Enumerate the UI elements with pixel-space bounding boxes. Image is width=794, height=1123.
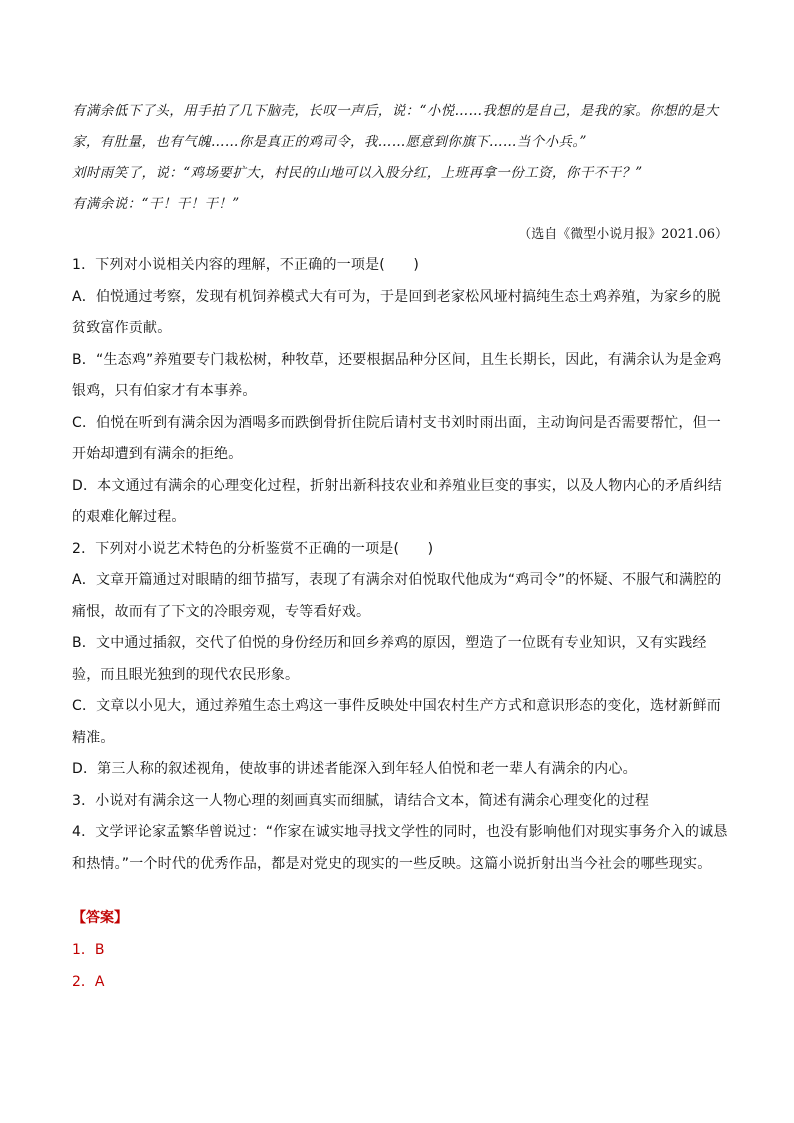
answer-item: 1．B [72, 942, 105, 958]
question-2-option-a: A．文章开篇通过对眼睛的细节描写，表现了有满余对伯悦取代他成为“鸡司令”的怀疑、不服气和满腔的痛恨，故而有了下文的冷眼旁观，专等看好戏。 [72, 572, 722, 620]
document-page [72, 96, 732, 998]
question-3: 3．小说对有满余这一人物心理的刻画真实而细腻，请结合文本，简述有满余心理变化的过程 [72, 792, 650, 809]
question-1-option-b: B．“生态鸡”养殖要专门栽松树，种牧草，还要根据品种分区间，且生长期长，因此，有满余认为是金鸡银鸡，只有伯家才有本事养。 [72, 351, 722, 399]
excerpt-paragraph: 有满余低下了头，用手拍了几下脑壳，长叹一声后，说：“小悦……我想的是自己，是我的家。你想的是大家，有肚量，也有气魄……你是真正的鸡司令，我……愿意到你旗下……当个小兵。” [72, 103, 719, 150]
question-2-option-d: D．第三人称的叙述视角，使故事的讲述者能深入到年轻人伯悦和老一辈人有满余的内心。 [72, 761, 637, 777]
question-1-stem: 1．下列对小说相关内容的理解，不正确的一项是( ) [72, 257, 420, 273]
question-1-option-d: D．本文通过有满余的心理变化过程，折射出新科技农业和养殖业巨变的事实，以及人物内心的矛盾纠结的艰难化解过程。 [72, 477, 722, 525]
question-4: 4．文学评论家孟繁华曾说过：“作家在诚实地寻找文学性的同时，也没有影响他们对现实事务介入的诚恳和热情。”一个时代的优秀作品，都是对党史的现实的一些反映。这篇小说折射出当今社会的哪些现实。 [72, 824, 728, 872]
question-2-option-c: C．文章以小见大，通过养殖生态土鸡这一事件反映处中国农村生产方式和意识形态的变化，选材新鲜而精准。 [72, 698, 721, 746]
answer-title: 【答案】 [72, 910, 128, 926]
excerpt-paragraph: 刘时雨笑了，说：“鸡场要扩大，村民的山地可以入股分红，上班再拿一份工资，你干不干？” [72, 165, 643, 181]
story-excerpt [72, 96, 732, 220]
question-1-option-c: C．伯悦在听到有满余因为酒喝多而跌倒骨折住院后请村支书刘时雨出面，主动询问是否需要帮忙，但一开始却遭到有满余的拒绝。 [72, 414, 721, 462]
answer-section [72, 902, 732, 998]
question-2-stem: 2．下列对小说艺术特色的分析鉴赏不正确的一项是( ) [72, 540, 434, 557]
answer-item: 2．A [72, 974, 105, 990]
questions-section [72, 250, 732, 880]
excerpt-paragraph: 有满余说：“干！干！干！” [72, 196, 240, 212]
question-2-option-b: B．文中通过插叙，交代了伯悦的身份经历和回乡养鸡的原因，塑造了一位既有专业知识，又有实践经验，而且眼光独到的现代农民形象。 [72, 635, 707, 683]
question-1-option-a: A．伯悦通过考察，发现有机饲养模式大有可为，于是回到老家松风垭村搞纯生态土鸡养殖，为家乡的脱贫致富作贡献。 [72, 288, 721, 336]
source-citation: （选自《微型小说月报》2021.06） [518, 227, 728, 242]
